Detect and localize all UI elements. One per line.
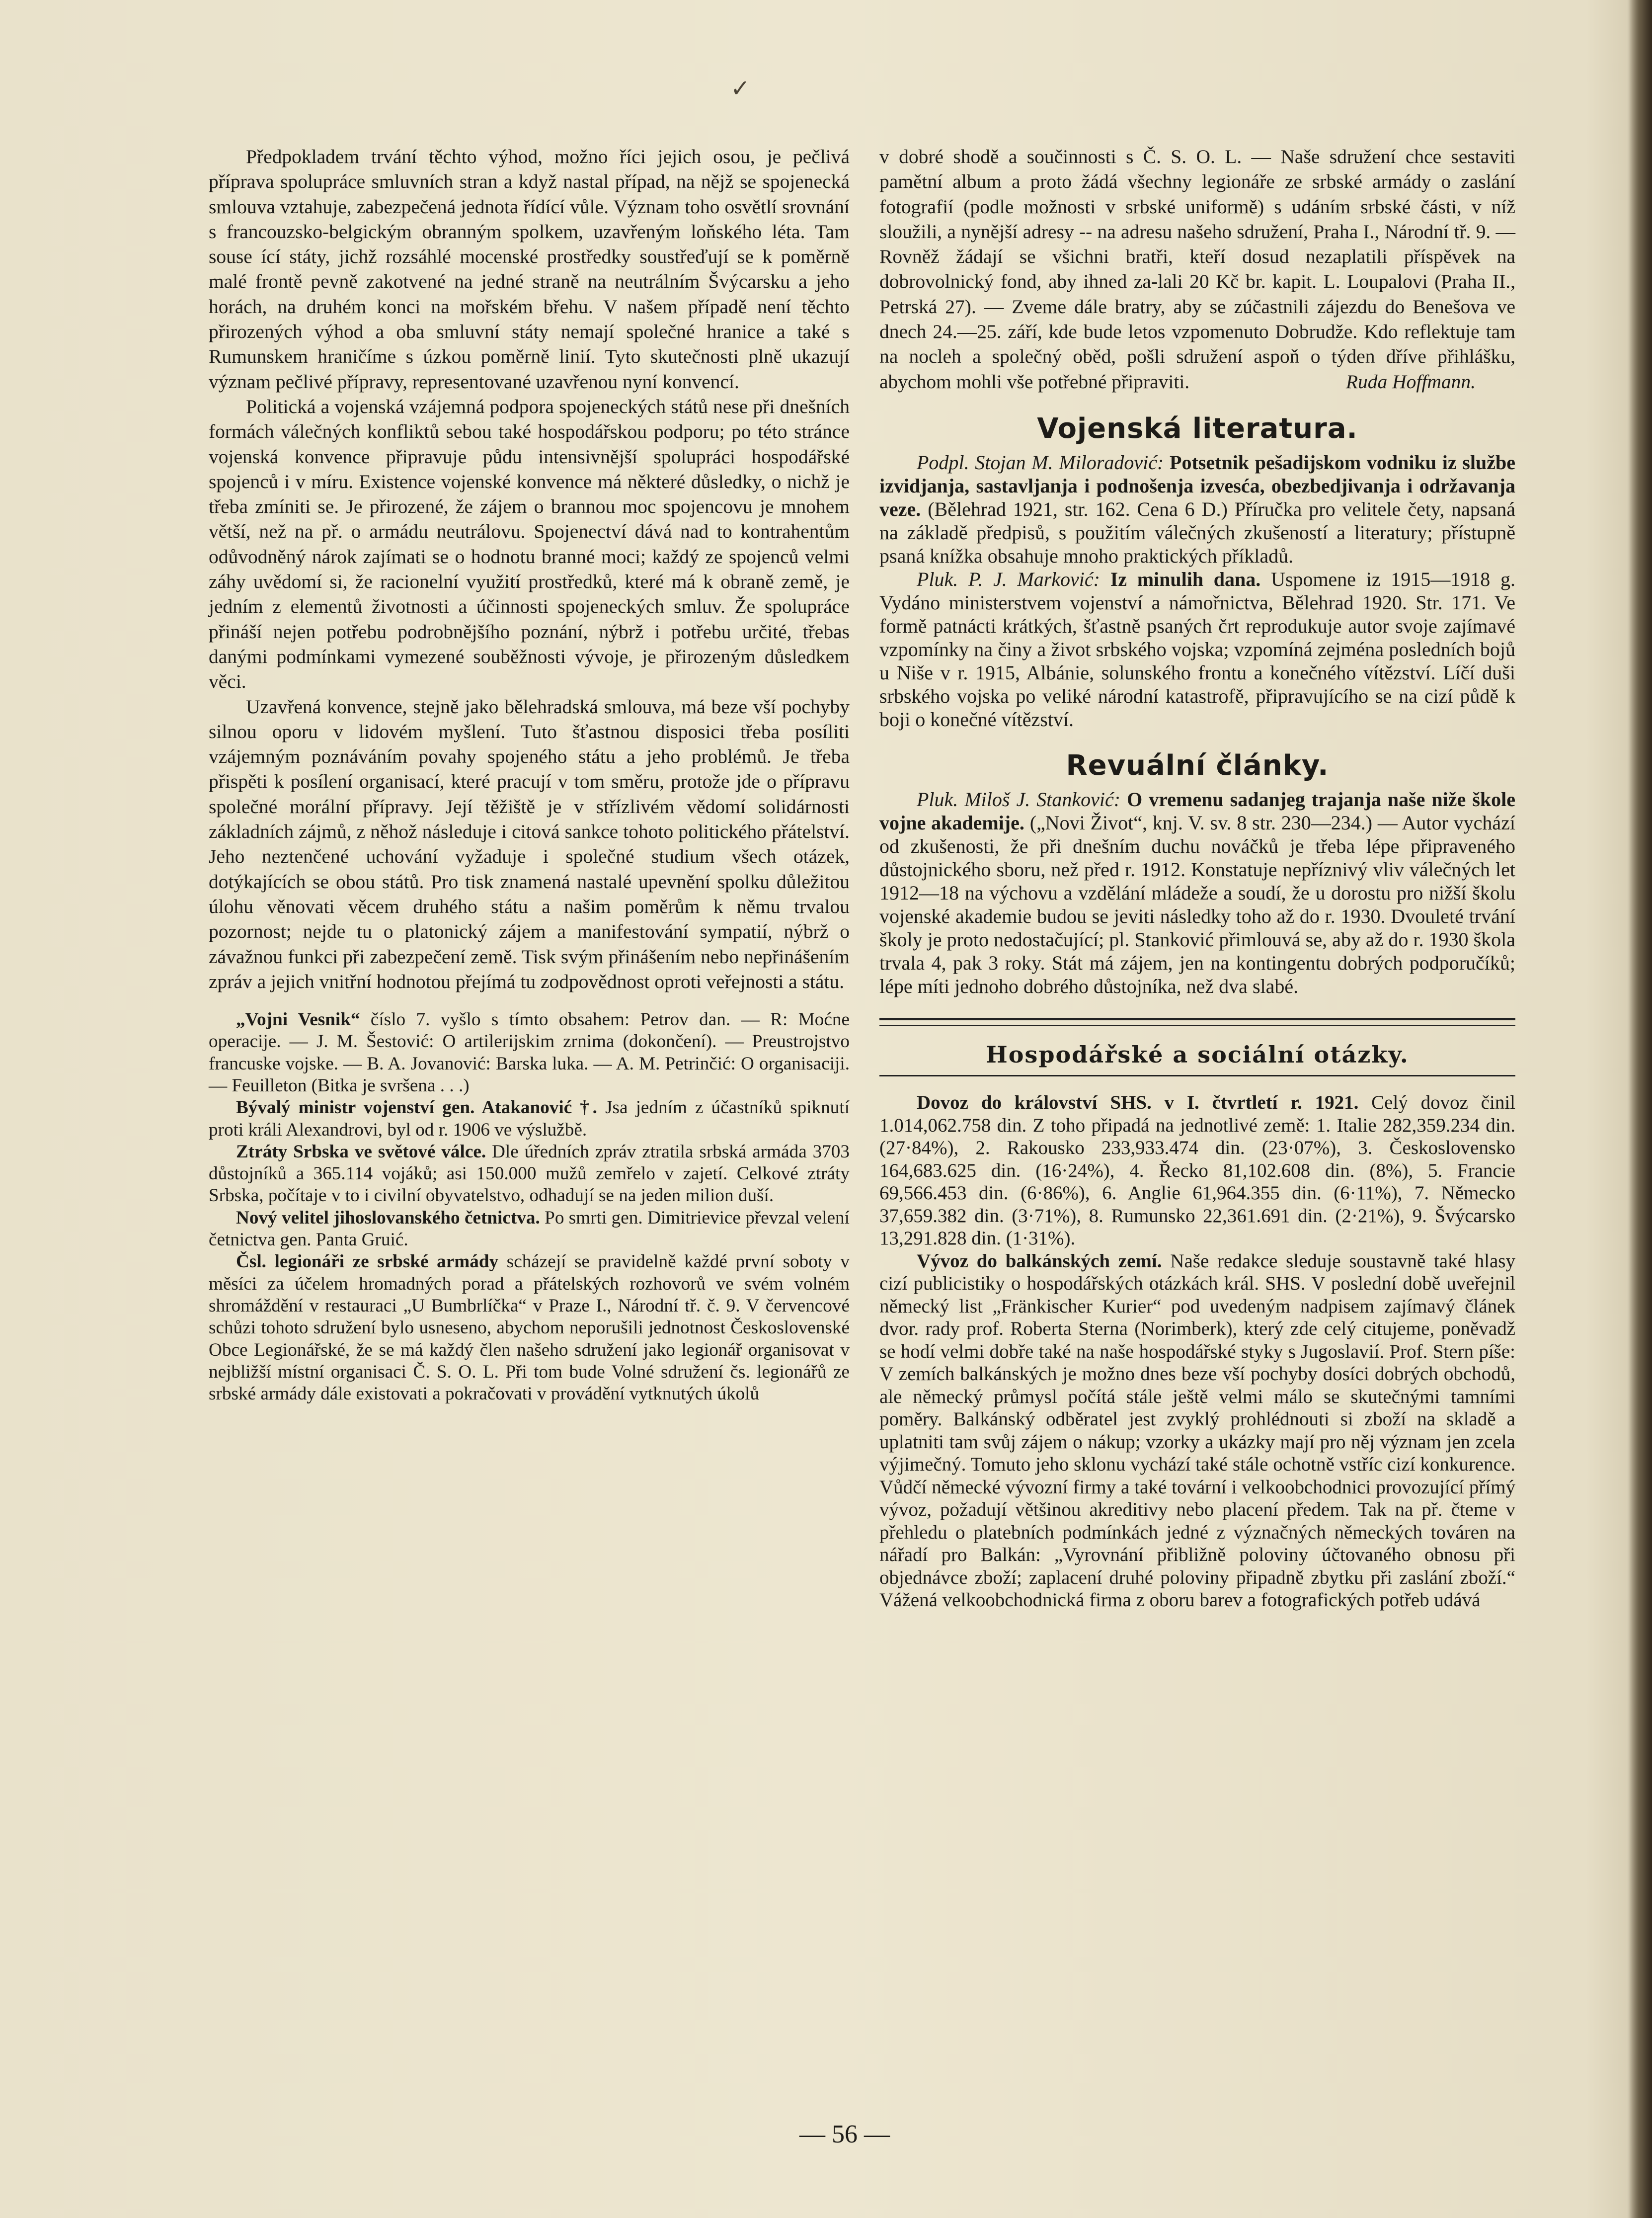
- news-lead: „Vojni Vesnik“: [236, 1009, 360, 1030]
- continuation-paragraph: v dobré shodě a součinnosti s Č. S. O. L. — Naše sdružení chce sestaviti pamětní album a proto žádá všechny legionáře ze srbské armády o zaslání fotografií (podle možnosti v srbské uniformě) s udáním srbské části, v níž sloužili, a nynější adresy -- na adresu našeho sdružení, Praha I., Národní tř. 9. — Rovněž žádají se všichni bratři, kteří dosud nezaplatili příspěvek na dobrovolnický fond, aby ihned za-lali 20 Kč br. kapit. L. Loupalovi (Praha II., Petrská 27). — Zveme dále bratry, aby se zúčastnili zájezdu do Benešova ve dnech 24.—25. září, kde bude letos vzpomenuto Dobrudže. Kdo reflektuje tam na nocleh a společný oběd, pošli sdružení aspoň o týden dříve přihlášku, abychom mohli vše potřebné připraviti.: [879, 146, 1515, 393]
- signature: Ruda Hoffmann.: [1345, 370, 1476, 393]
- news-item: [209, 1207, 850, 1251]
- news-lead: Čsl. legionáři ze srbské armády: [236, 1251, 499, 1272]
- right-column: [879, 144, 1515, 1612]
- literature-text: Uspomene iz 1915—1918 g. Vydáno ministerstvem vojenství a námořnictva, Bělehrad 1920. Str. 171. Ve formě patnácti krátkých, šťastně psaných črt reprodukuje autor svoje zajímavé vzpomínky na činy a život srbského vojska; vzpomíná zejména posledních bojů u Niše v r. 1915, Albánie, solunského frontu a konečného vítězství. Líčí duši srbského vojska po veliké národní katastrofě, připravujícího se na cizí půdě k boji o konečné vítězství.: [879, 568, 1516, 731]
- news-lead: Ztráty Srbska ve světové válce.: [236, 1141, 486, 1162]
- news-item: [209, 1009, 850, 1097]
- literature-title: Iz minulih dana.: [1100, 568, 1261, 591]
- literature-author: Podpl. Stojan M. Miloradović:: [917, 451, 1164, 474]
- news-lead: Nový velitel jihoslovanského četnictva.: [236, 1207, 540, 1228]
- review-item: [879, 788, 1515, 998]
- news-item: [209, 1251, 850, 1405]
- news-item: [209, 1141, 850, 1207]
- economy-text: Celý dovoz činil 1.014,062.758 din. Z toho připadá na jednotlivé země: 1. Italie 282,359.234 din. (27·84%), 2. Rakousko 233,933.474 din. (23·07%), 3. Československo 164,683.625 din. (16·24%), 4. Řecko 81,102.608 din. (8%), 5. Francie 69,566.453 din. (6·86%), 6. Anglie 61,964.355 din. (6·11%), 7. Německo 37,659.382 din. (3·71%), 8. Rumunsko 22,361.691 din. (2·21%), 9. Švýcarsko 13,291.828 din. (1·31%).: [879, 1092, 1515, 1249]
- news-section: [209, 1009, 850, 1405]
- literature-item: [879, 568, 1515, 731]
- news-text: scházejí se pravidelně každé první soboty v měsíci za účelem hromadných porad a přátelských rozhovorů ve svém volném shromáždění v restauraci „U Bumbrlíčka“ v Praze I., Národní tř. č. 9. V červencové schůzi tohoto sdružení bylo usneseno, abychom neporušili jednotnost Československé Obce Legionářské, že se má každý člen našeho sdružení jako legionář organisovat v nejbližší místní organisaci Č. S. O. L. Při tom bude Volné sdružení čs. legionářů ze srbské armády dále existovati a pokračovati v provádění vytknutých úkolů: [209, 1251, 850, 1404]
- section-divider: [879, 1018, 1515, 1026]
- economy-lead: Dovoz do království SHS. v I. čtvrtletí r. 1921.: [917, 1092, 1359, 1114]
- pencil-mark-icon: ✓: [730, 75, 751, 102]
- economy-item: [879, 1091, 1515, 1250]
- news-lead: Bývalý ministr vojenství gen. Atakanović †.: [236, 1097, 597, 1118]
- news-text: číslo 7. vyšlo s tímto obsahem: Petrov dan. — R: Moćne operacije. — J. M. Šestović: O artilerijskim zrnima (dokončení). — Preustrojstvo francuske vojske. — B. A. Jovanović: Barska luka. — A. M. Petrinčić: O organisaciji. — Feuilleton (Bitka je svršena . . .): [209, 1009, 850, 1096]
- economy-lead: Vývoz do balkánských zemí.: [917, 1250, 1162, 1272]
- section-title-economy: Hospodářské a sociální otázky.: [986, 1041, 1409, 1068]
- article-paragraph: Uzavřená konvence, stejně jako bělehradská smlouva, má beze vší pochyby silnou oporu v lidovém myšlení. Tuto šťastnou disposici třeba posíliti vzájemným poznáváním povahy spojeného státu a jeho problémů. Je třeba přispěti k posílení organisací, které pracují v tom směru, protože jde o přípravu společné morální přípravy. Její těžiště je v střízlivém vědomí solidárnosti základních zájmů, z něhož následuje i citová sankce tohoto politického přátelství. Jeho neztenčené uchování vyžaduje i společné studium všech otázek, dotýkajících se obou států. Pro tisk znamená nastalé upevnění spolku důležitou úlohu věnovati věcem druhého státu a našim poměrům k němu trvalou pozornost; nejde tu o platonický zájem a manifestování sympatií, nýbrž o závažnou funkci při zabezpečení země. Tisk svým přinášením nebo nepřinášením zpráv a jejich vnitřní hodnotou přejímá tu zodpovědnost oproti veřejnosti a státu.: [209, 695, 850, 992]
- left-column: [209, 144, 850, 1405]
- news-text: Dle úředních zpráv ztratila srbská armáda 3703 důstojníků a 365.114 vojáků; asi 150.000 mužů zemřelo v zajetí. Celkové ztráty Srbska, počítaje v to i civilní obyvatelstvo, odhadují se na jeden milion duší.: [209, 1141, 850, 1206]
- literature-item: [879, 451, 1515, 568]
- article-paragraph: Politická a vojenská vzájemná podpora spojeneckých států nese při dnešních formách válečných konfliktů sebou také hospodářskou podporu; po této stránce vojenská konvence připravuje půdu intensivnější spolupráci hospodářské spojenců i v míru. Existence vojenské konvence má některé důsledky, o nichž je třeba zmíniti se. Je přirozené, že zájem o brannou moc spojencovu je mnohem větší, než na př. o armádu neutrálovu. Spojenectví dává nad to kontrahentům odůvodněný nárok zajímati se o hodnotu branné moci; každý ze spojenců velmi záhy uvědomí si, že racionelní využití prostředků, které má k obraně země, je jedním z elementů životnosti a účinnosti spojeneckých smluv. Že spolupráce přináší nejen potřebu podrobnějšího poznání, nýbrž i potřebu určité, třebas danými podmínkami vymezené souběžnosti vývoje, je přirozeným důsledkem věci.: [209, 395, 850, 693]
- page-number: — 56 —: [799, 2120, 890, 2148]
- literature-author: Pluk. P. J. Marković:: [917, 568, 1100, 591]
- literature-title: Potsetnik pešadijskom vodniku iz službe izvidjanja, sastavljanja i podnošenja izvesća, obezbedjivanja i održavanja veze.: [879, 451, 1515, 521]
- news-text: Jsa jedním z účastníků spiknutí proti králi Alexandrovi, byl od r. 1906 ve výslužbě.: [209, 1097, 850, 1140]
- article-paragraph: Předpokladem trvání těchto výhod, možno říci jejich osou, je pečlivá příprava spolupráce smluvních stran a když nastal případ, na nějž se spojenecká smlouva vztahuje, zabezpečená jednota řídící vůle. Význam toho osvětlí srovnání s francouzsko-belgickým obranným spolkem, uzavřeným loňského léta. Tam souse ící státy, jichž rozsáhlé mocenské prostředky soustřeďují se k poměrně malé frontě pevně zakotvené na jedné straně na neutrálním Švýcarsku a jeho horách, na druhém konci na mořském břehu. V našem případě není těchto přirozených výhod a oba smluvní státy nemají společné hranice a také s Rumunskem hraničíme s úzkou poměrně linií. Tyto skutečnosti plně ukazují význam pečlivé přípravy, representované uzavřenou nyní konvencí.: [209, 146, 850, 393]
- title-underline: [879, 1075, 1515, 1076]
- news-item: [209, 1097, 850, 1141]
- binding-shadow: [1627, 0, 1652, 2218]
- news-text: Po smrti gen. Dimitrievice převzal velení četnictva gen. Panta Gruić.: [209, 1207, 850, 1250]
- review-section: [879, 788, 1515, 998]
- literature-section: [879, 451, 1515, 731]
- economy-text: Naše redakce sleduje soustavně také hlasy cizí publicistiky o hospodářských otázkách král. SHS. V poslední době uveřejnil německý list „Fränkischer Kurier“ pod uvedeným nadpisem zajímavý článek dvor. rady prof. Roberta Sterna (Norimberk), který zde celý citujeme, poněvadž se hodí velmi dobře také na naše hospodářské styky s Jugoslavií. Prof. Stern píše: V zemích balkánských je možno dnes beze vší pochyby dosíci dobrých obchodů, ale německý průmysl počítá stále ještě velmi málo se skutečnými tamními poměry. Balkánský odběratel jest zvyklý prohlédnouti si zboží na skladě a uplatniti tam svůj zájem o nákup; vzorky a ukázky mají pro něj význam jen zcela výjimečný. Tomuto jeho sklonu vychází také stále ochotně vstříc cizí konkurence. Vůdčí německé vývozní firmy a také tovární i velkoobchodnici provozující přímý vývoz, požadují většinou akreditivy nebo placení předem. Tak na př. čteme v přehledu o platebních podmínkách jedné z význačných německých továren na nářadí pro Balkán: „Vyrovnání přibližně poloviny účtovaného obnosu při objednávce zboží; zaplacení druhé poloviny připadně zbytku při zaslání zboží.“ Vážená velkoobchodnická firma z oboru barev a fotografických potřeb udává: [879, 1250, 1515, 1611]
- literature-text: (Bělehrad 1921, str. 162. Cena 6 D.) Příručka pro velitele čety, napsaná na základě předpisů, s použitím válečných zkušeností a literatury; přístupně psaná knížka obsahuje mnoho praktických příkladů.: [879, 498, 1515, 568]
- review-author: Pluk. Miloš J. Stanković:: [917, 788, 1121, 811]
- economy-item: [879, 1250, 1515, 1612]
- section-title-literature: Vojenská literatura.: [1037, 412, 1358, 445]
- economy-section: [879, 1091, 1515, 1612]
- review-text: („Novi Život“, knj. V. sv. 8 str. 230—234.) — Autor vychází od zkušenosti, že při dnešním duchu nováčků je třeba lépe připraveného důstojnického sboru, než před r. 1912. Konstatuje nepříznivý vliv válečných let 1912—18 na výchovu a vzdělání mládeže a soudí, že u dorostu pro nižší školu vojenské akademie budou se jeviti následky toho až do r. 1930. Dvouleté trvání školy je proto nedostačující; pl. Stanković přimlouvá se, aby až do r. 1930 škola trvala 4, pak 3 roky. Stát má zájem, jen na kontingentu dobrých podporučíků; lépe míti jednoho dobrého důstojníka, než dva slabé.: [879, 812, 1515, 998]
- section-title-review: Revuální články.: [1066, 749, 1329, 782]
- review-title: O vremenu sadanjeg trajanja naše niže škole vojne akademije.: [879, 788, 1516, 834]
